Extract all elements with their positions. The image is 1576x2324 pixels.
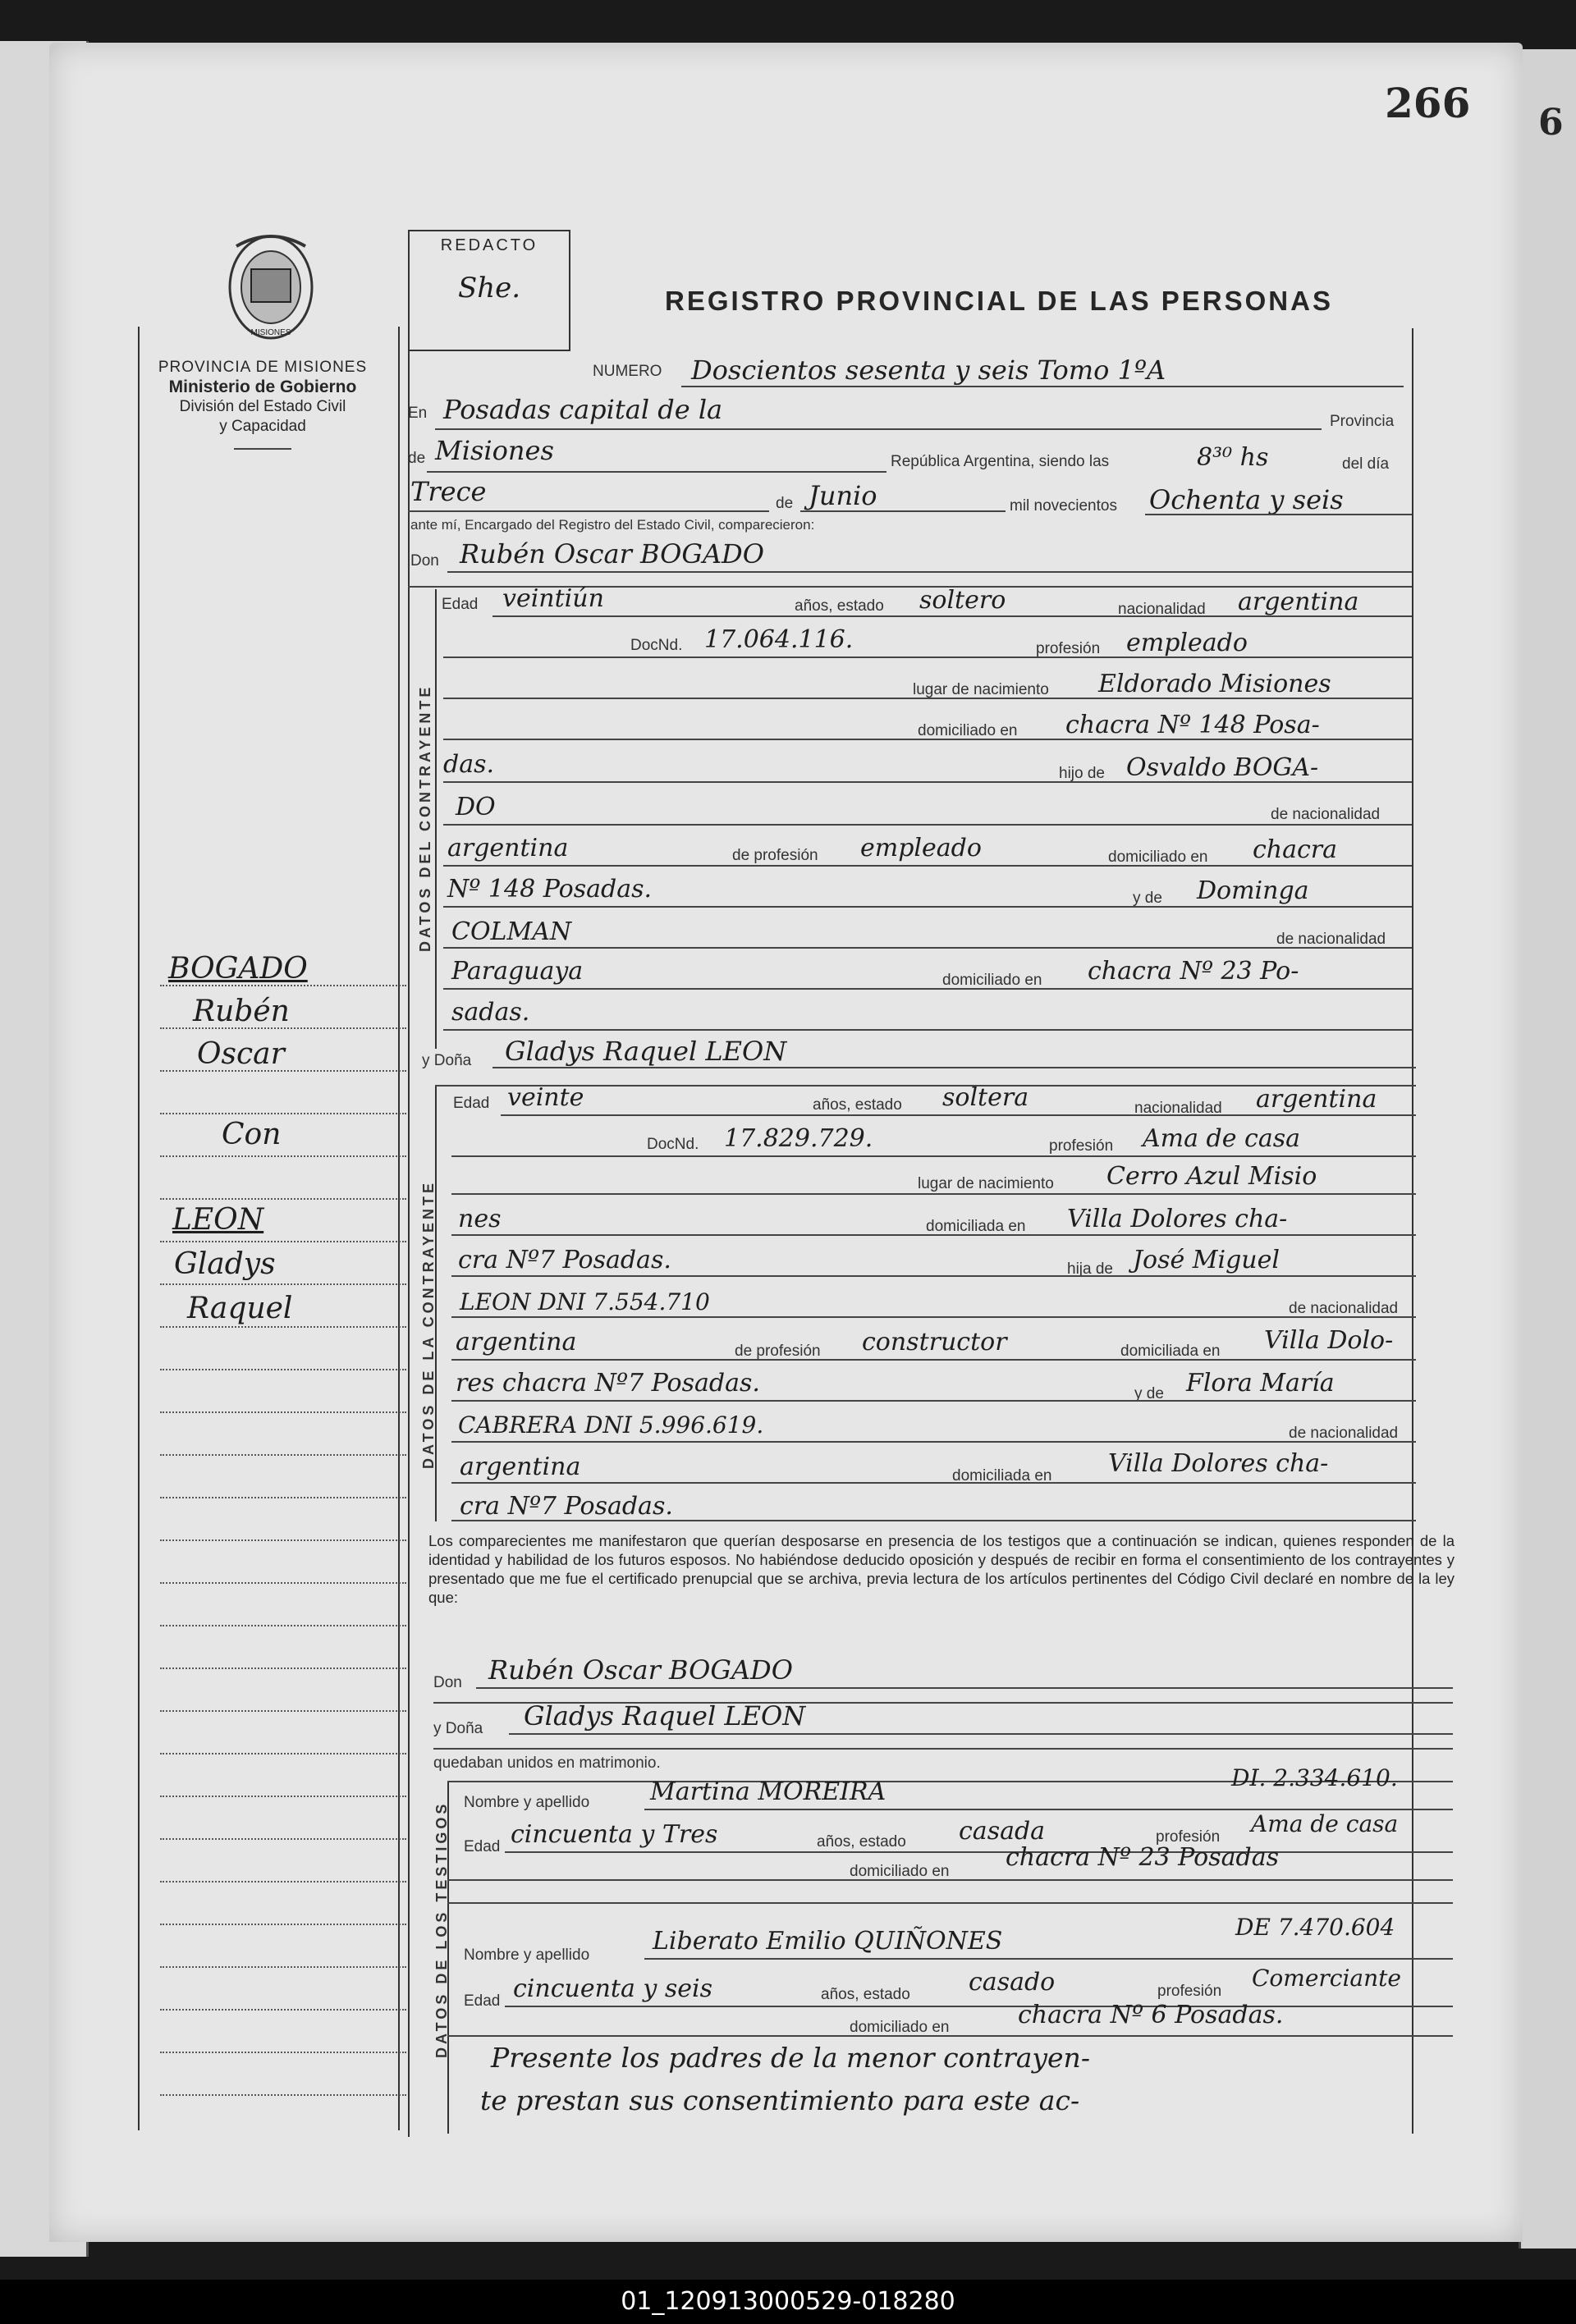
c-padre-dom-value1: chacra (1253, 835, 1338, 864)
margin-name-1b: Oscar (197, 1037, 285, 1071)
dona-label: y Doña (422, 1052, 472, 1069)
t1-nombre-value: Martina MOREIRA (650, 1777, 886, 1806)
de-label: de (408, 450, 426, 467)
c-estado-value: soltero (919, 586, 1006, 615)
stamp-initials: She. (457, 272, 521, 304)
f-madre-nac-label: de nacionalidad (1289, 1425, 1399, 1442)
don-value: Rubén Oscar BOGADO (460, 538, 764, 570)
c-padre-nac-label: de nacionalidad (1271, 806, 1381, 823)
margin-name-2a: Gladys (174, 1247, 276, 1281)
form-right-border (1412, 328, 1413, 2134)
t1-nombre-label: Nombre y apellido (464, 1794, 590, 1811)
republica-label: República Argentina, siendo las (891, 453, 1110, 470)
f-padre-dom-label: domiciliada en (1120, 1343, 1221, 1360)
f-padre-value1: José Miguel (1133, 1246, 1280, 1274)
form-left-border (408, 348, 410, 2137)
t2-dom-label: domiciliado en (850, 2019, 950, 2036)
page-number: 266 (1385, 79, 1471, 127)
margin-border (398, 327, 400, 2130)
provincia-label: Provincia (1330, 413, 1395, 430)
f-lugar-value2: nes (458, 1205, 502, 1233)
seal-text: MISIONES (250, 328, 291, 337)
f-dom-value2: cra Nº7 Posadas. (458, 1246, 671, 1274)
f-anos-label: años, estado (813, 1096, 902, 1114)
c-doc-value: 17.064.116. (704, 625, 854, 654)
f-padre-prof-label: de profesión (735, 1343, 821, 1360)
t1-doc-value: DI. 2.334.610. (1231, 1764, 1398, 1791)
province-label: PROVINCIA DE MISIONES (158, 359, 368, 376)
c-dom-value2: das. (443, 750, 495, 779)
t1-edad-value: cincuenta y Tres (511, 1820, 718, 1849)
f-padre-nac-value: argentina (456, 1328, 577, 1356)
section-border-contrayente (435, 589, 437, 1049)
c-madre-dom-value2: sadas. (451, 998, 530, 1027)
en-label: En (408, 405, 428, 422)
f-prof-value: Ama de casa (1143, 1124, 1300, 1153)
mes-value: Junio (809, 480, 877, 511)
margin-name-1a: Rubén (193, 995, 290, 1028)
t1-prof-label: profesión (1156, 1828, 1221, 1846)
f-padre-dom-value1: Villa Dolo- (1264, 1326, 1394, 1355)
f-madre-nac-value: argentina (460, 1452, 581, 1481)
f-prof-label: profesión (1049, 1137, 1114, 1155)
de2-label: de (776, 495, 794, 512)
c-madre-nac-label: de nacionalidad (1276, 931, 1386, 948)
margin-surname-1: BOGADO (168, 952, 308, 986)
document-title: REGISTRO PROVINCIAL DE LAS PERSONAS (665, 286, 1333, 316)
f-lugar-value1: Cerro Azul Misio (1106, 1162, 1317, 1191)
f-padre-prof-value: constructor (862, 1328, 1007, 1356)
division-label: División del Estado Civil (179, 398, 346, 415)
c-prof-value: empleado (1126, 629, 1248, 657)
t2-prof-label: profesión (1157, 1983, 1222, 2000)
contrayente-f-section-label: DATOS DE LA CONTRAYENTE (420, 1179, 437, 1469)
f-estado-value: soltera (942, 1083, 1029, 1112)
f-lugar-label: lugar de nacimiento (918, 1175, 1054, 1192)
f-padre-value2: LEON DNI 7.554.710 (460, 1288, 710, 1315)
f-padre-nac-label: de nacionalidad (1289, 1300, 1399, 1317)
margin-surname-2: LEON (172, 1203, 264, 1237)
dona-value: Gladys Raquel LEON (505, 1036, 787, 1067)
f-yde-label: y de (1134, 1385, 1164, 1402)
don2-value: Rubén Oscar BOGADO (488, 1654, 793, 1686)
c-anos-label: años, estado (795, 597, 884, 615)
t2-dom-value: chacra Nº 6 Posadas. (1018, 2001, 1284, 2029)
t2-anos-label: años, estado (821, 1986, 910, 2003)
hora-value: 8³⁰ hs (1197, 443, 1269, 472)
del-dia-label: del día (1342, 455, 1390, 473)
c-padre-value2: DO (456, 793, 496, 821)
note-line-2: te prestan sus consentimiento para este ac- (480, 2084, 1080, 2116)
c-madre-nac-value: Paraguaya (451, 957, 584, 986)
dia-value: Trece (410, 476, 487, 507)
t2-estado-value: casado (969, 1968, 1056, 1997)
dona2-value: Gladys Raquel LEON (524, 1700, 806, 1732)
c-padre-prof-label: de profesión (732, 847, 818, 864)
c-padre-dom-label: domiciliado en (1108, 849, 1208, 866)
c-padre-dom-value2: Nº 148 Posadas. (447, 875, 653, 904)
f-dom-value1: Villa Dolores cha- (1067, 1205, 1288, 1233)
c-padre-value1: Osvaldo BOGA- (1126, 753, 1319, 782)
t1-edad-label: Edad (464, 1838, 501, 1855)
c-edad-value: veintiún (502, 584, 604, 613)
c-nac-value: argentina (1238, 588, 1359, 616)
t2-nombre-label: Nombre y apellido (464, 1947, 590, 1964)
t2-doc-value: DE 7.470.604 (1235, 1914, 1395, 1941)
ministry-label: Ministerio de Gobierno (168, 377, 357, 396)
t1-estado-value: casada (959, 1817, 1046, 1846)
c-doc-label: DocNd. (630, 637, 683, 654)
book-right-edge (1519, 49, 1576, 2249)
t1-dom-value: chacra Nº 23 Posadas (1006, 1843, 1279, 1872)
c-nac-label: nacionalidad (1118, 601, 1206, 618)
left-border (138, 327, 140, 2130)
en-value: Posadas capital de la (443, 394, 723, 425)
f-padre-dom-value2: res chacra Nº7 Posadas. (456, 1369, 760, 1398)
t2-nombre-value: Liberato Emilio QUIÑONES (653, 1927, 1003, 1956)
t2-prof-value: Comerciante (1252, 1965, 1401, 1992)
c-lugar-label: lugar de nacimiento (913, 681, 1049, 698)
t1-prof-value: Ama de casa (1251, 1810, 1399, 1837)
c-madre-dom-label: domiciliado en (942, 972, 1042, 989)
c-dom-label: domiciliado en (918, 722, 1018, 739)
margin-name-2b: Raquel (187, 1292, 293, 1325)
f-madre-dom-label: domiciliada en (952, 1467, 1052, 1485)
coat-of-arms-seal (220, 230, 322, 345)
f-hija-label: hija de (1067, 1260, 1113, 1278)
f-nac-label: nacionalidad (1134, 1100, 1222, 1117)
dona2-label: y Doña (433, 1720, 483, 1737)
margin-con: Con (222, 1118, 282, 1151)
c-madre-dom-value1: chacra Nº 23 Po- (1088, 957, 1299, 986)
don-label: Don (410, 552, 439, 570)
c-lugar-value: Eldorado Misiones (1098, 670, 1331, 698)
note-line-1: Presente los padres de la menor contrayen- (491, 2042, 1090, 2074)
f-edad-label: Edad (453, 1095, 490, 1112)
numero-label: NUMERO (593, 363, 662, 380)
don2-label: Don (433, 1674, 462, 1691)
c-madre-value1: Dominga (1197, 876, 1309, 905)
c-yde-label: y de (1133, 890, 1162, 907)
c-prof-label: profesión (1036, 640, 1101, 657)
capacity-label: y Capacidad (219, 418, 306, 435)
t1-dom-label: domiciliado en (850, 1863, 950, 1880)
c-padre-prof-value: empleado (860, 834, 982, 862)
c-dom-value1: chacra Nº 148 Posa- (1065, 711, 1320, 739)
f-madre-dom-value1: Villa Dolores cha- (1108, 1449, 1329, 1478)
f-doc-value: 17.829.729. (724, 1124, 873, 1153)
f-madre-value2: CABRERA DNI 5.996.619. (458, 1411, 764, 1439)
t1-anos-label: años, estado (817, 1833, 906, 1851)
anio-value: Ochenta y seis (1149, 484, 1344, 515)
mil-label: mil novecientos (1010, 497, 1117, 515)
f-madre-dom-value2: cra Nº7 Posadas. (460, 1492, 673, 1521)
f-madre-value1: Flora María (1186, 1369, 1335, 1398)
de-value: Misiones (435, 435, 554, 466)
ante-label: ante mí, Encargado del Registro del Estado Civil, comparecieron: (410, 517, 815, 533)
c-edad-label: Edad (442, 596, 479, 613)
f-nac-value: argentina (1256, 1085, 1377, 1114)
edge-page-number: 6 (1538, 102, 1564, 144)
c-madre-value2: COLMAN (451, 917, 572, 946)
stamp-title: REDACTO (440, 236, 538, 254)
redacto-stamp (408, 230, 570, 351)
numero-value: Doscientos sesenta y seis Tomo 1ºA (691, 355, 1166, 386)
preamble-paragraph: Los comparecientes me manifestaron que querían desposarse en presencia de los testigos que a continuación se indican, quienes responden de la identidad y habilidad de los futuros esposos. No habiéndose deducido oposición y después de recibir en forma el consentimiento de los contrayentes y presentado que me fue el certificado prenupcial que se archiva, previa lectura de los artículos pertinentes del Código Civil declaré en nombre de la ley que: (428, 1532, 1455, 1606)
f-dom-label: domiciliada en (926, 1218, 1026, 1235)
t2-edad-value: cincuenta y seis (513, 1974, 713, 2003)
c-padre-nac-value: argentina (447, 834, 569, 862)
quedaban-label: quedaban unidos en matrimonio. (433, 1754, 661, 1772)
f-doc-label: DocNd. (647, 1136, 699, 1153)
contrayente-section-label: DATOS DEL CONTRAYENTE (417, 684, 433, 952)
testigos-section-label: DATOS DE LOS TESTIGOS (433, 1800, 450, 2058)
c-hijo-label: hijo de (1059, 765, 1105, 782)
image-identifier: 01_120913000529-018280 (621, 2287, 955, 2316)
f-edad-value: veinte (507, 1083, 584, 1112)
t2-edad-label: Edad (464, 1992, 501, 2010)
